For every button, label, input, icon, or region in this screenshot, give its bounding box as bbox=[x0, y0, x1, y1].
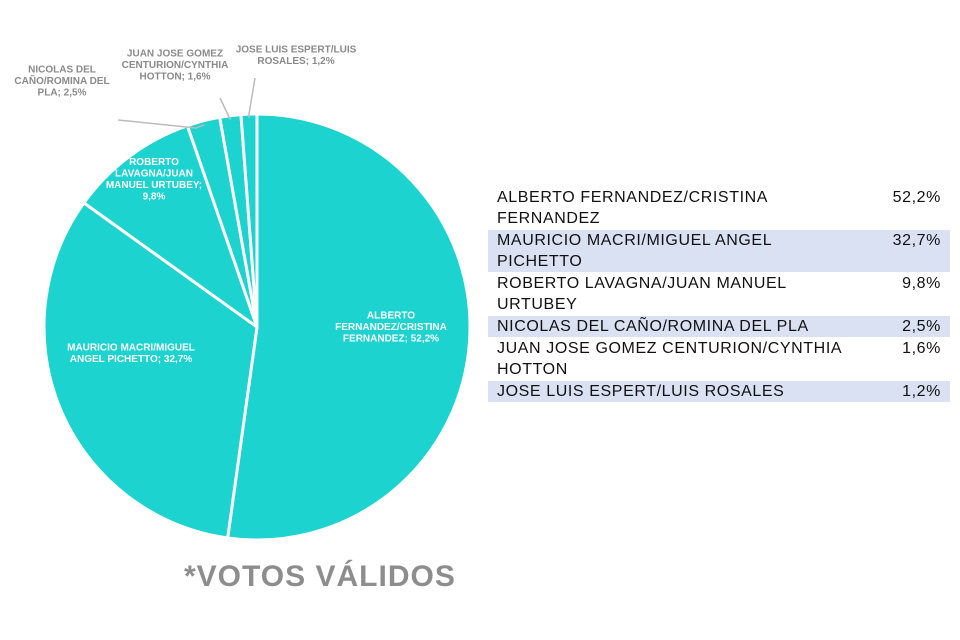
candidates-cell: JOSE LUIS ESPERT/LUIS ROSALES bbox=[497, 383, 785, 400]
candidates-cell: MAURICIO MACRI/MIGUEL ANGEL PICHETTO bbox=[497, 232, 772, 270]
table-row bbox=[488, 381, 950, 403]
candidates-cell: ALBERTO FERNANDEZ/CRISTINA FERNANDEZ bbox=[497, 189, 768, 227]
slice-data-label: MAURICIO MACRI/MIGUEL ANGEL PICHETTO; 32,7% bbox=[67, 342, 195, 365]
percent-cell: 9,8% bbox=[902, 275, 941, 292]
results-table bbox=[488, 187, 950, 403]
percent-cell: 2,5% bbox=[902, 318, 941, 335]
table-row bbox=[488, 273, 950, 316]
table-row bbox=[488, 187, 950, 230]
table-row bbox=[488, 316, 950, 338]
leader-line bbox=[249, 78, 255, 118]
results-table-body bbox=[488, 187, 950, 403]
footnote-valid-votes: *VOTOS VÁLIDOS bbox=[184, 560, 456, 593]
percent-cell: 52,2% bbox=[892, 189, 941, 206]
slice-data-label: JUAN JOSE GOMEZ CENTURION/CYNTHIA HOTTON; 1,6% bbox=[121, 48, 229, 83]
table-row bbox=[488, 230, 950, 273]
candidates-cell: NICOLAS DEL CAÑO/ROMINA DEL PLA bbox=[497, 318, 809, 335]
percent-cell: 32,7% bbox=[892, 232, 941, 249]
slice-data-label: NICOLAS DEL CAÑO/ROMINA DEL PLA; 2,5% bbox=[14, 64, 110, 99]
percent-cell: 1,2% bbox=[902, 383, 941, 400]
candidates-cell: ROBERTO LAVAGNA/JUAN MANUEL URTUBEY bbox=[497, 275, 787, 313]
percent-cell: 1,6% bbox=[902, 340, 941, 357]
table-row bbox=[488, 338, 950, 381]
candidates-cell: JUAN JOSE GOMEZ CENTURION/CYNTHIA HOTTON bbox=[497, 340, 842, 378]
slice-data-label: ALBERTO FERNANDEZ/CRISTINA FERNANDEZ; 52,2% bbox=[335, 310, 447, 345]
slice-data-label: JOSE LUIS ESPERT/LUIS ROSALES; 1,2% bbox=[235, 44, 357, 67]
pie-chart bbox=[0, 0, 480, 560]
slice-data-label: ROBERTO LAVAGNA/JUAN MANUEL URTUBEY; 9,8% bbox=[105, 156, 203, 203]
